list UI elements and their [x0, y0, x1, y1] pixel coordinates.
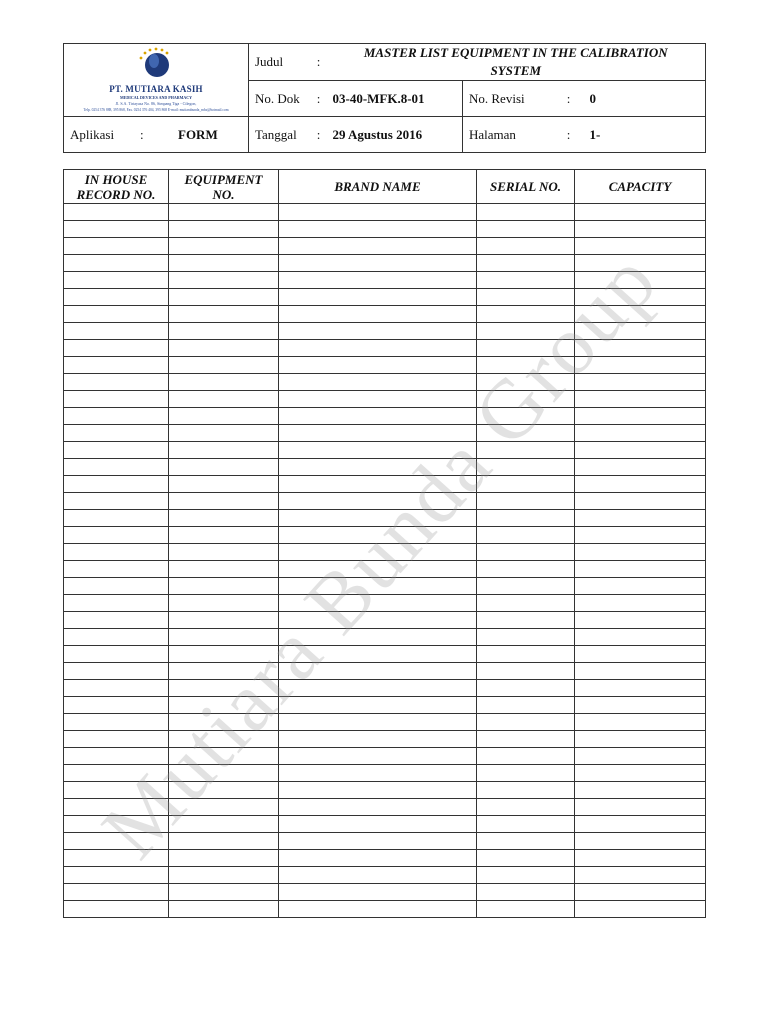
cell-equipment-no[interactable]	[169, 901, 279, 918]
cell-capacity[interactable]	[575, 306, 706, 323]
cell-in-house-record-no[interactable]	[64, 510, 169, 527]
cell-brand-name[interactable]	[279, 901, 477, 918]
table-row	[64, 782, 706, 799]
table-row	[64, 510, 706, 527]
cell-equipment-no[interactable]	[169, 867, 279, 884]
cell-serial-no[interactable]	[477, 799, 575, 816]
cell-serial-no[interactable]	[477, 663, 575, 680]
cell-equipment-no[interactable]	[169, 476, 279, 493]
cell-serial-no[interactable]	[477, 289, 575, 306]
table-row	[64, 799, 706, 816]
cell-serial-no[interactable]	[477, 884, 575, 901]
cell-in-house-record-no[interactable]	[64, 289, 169, 306]
cell-capacity[interactable]	[575, 714, 706, 731]
cell-equipment-no[interactable]	[169, 799, 279, 816]
table-row	[64, 425, 706, 442]
cell-serial-no[interactable]	[477, 833, 575, 850]
title-line-2: SYSTEM	[490, 63, 542, 78]
table-row	[64, 221, 706, 238]
equipment-list-body	[64, 204, 706, 918]
cell-brand-name[interactable]	[279, 697, 477, 714]
cell-serial-no[interactable]	[477, 476, 575, 493]
company-subtitle: MEDICAL DEVICES AND PHARMACY	[119, 95, 193, 100]
no-dok-value: 03-40-MFK.8-01	[327, 81, 463, 117]
no-dok-colon: :	[311, 81, 327, 117]
cell-equipment-no[interactable]	[169, 765, 279, 782]
cell-in-house-record-no[interactable]	[64, 782, 169, 799]
cell-serial-no[interactable]	[477, 306, 575, 323]
halaman-colon: :	[554, 117, 584, 153]
cell-equipment-no[interactable]	[169, 612, 279, 629]
cell-equipment-no[interactable]	[169, 833, 279, 850]
column-header-brand-name: BRAND NAME	[279, 170, 477, 204]
cell-serial-no[interactable]	[477, 374, 575, 391]
cell-in-house-record-no[interactable]	[64, 578, 169, 595]
table-row	[64, 391, 706, 408]
cell-in-house-record-no[interactable]	[64, 493, 169, 510]
cell-equipment-no[interactable]	[169, 714, 279, 731]
cell-equipment-no[interactable]	[169, 255, 279, 272]
cell-brand-name[interactable]	[279, 595, 477, 612]
cell-brand-name[interactable]	[279, 323, 477, 340]
cell-in-house-record-no[interactable]	[64, 748, 169, 765]
table-row	[64, 748, 706, 765]
cell-in-house-record-no[interactable]	[64, 833, 169, 850]
cell-serial-no[interactable]	[477, 408, 575, 425]
cell-equipment-no[interactable]	[169, 663, 279, 680]
cell-equipment-no[interactable]	[169, 425, 279, 442]
cell-equipment-no[interactable]	[169, 391, 279, 408]
cell-serial-no[interactable]	[477, 357, 575, 374]
cell-in-house-record-no[interactable]	[64, 374, 169, 391]
cell-serial-no[interactable]	[477, 578, 575, 595]
cell-brand-name[interactable]	[279, 221, 477, 238]
aplikasi-colon: :	[140, 126, 144, 142]
cell-equipment-no[interactable]	[169, 680, 279, 697]
table-row	[64, 901, 706, 918]
cell-serial-no[interactable]	[477, 204, 575, 221]
cell-brand-name[interactable]	[279, 680, 477, 697]
cell-equipment-no[interactable]	[169, 306, 279, 323]
cell-equipment-no[interactable]	[169, 527, 279, 544]
column-header-capacity: CAPACITY	[575, 170, 706, 204]
aplikasi-value: FORM	[178, 126, 218, 142]
no-revisi-value: 0	[584, 81, 706, 117]
cell-in-house-record-no[interactable]	[64, 816, 169, 833]
cell-equipment-no[interactable]	[169, 748, 279, 765]
watermark-text: Mutiara Bunda Group	[84, 234, 676, 876]
cell-equipment-no[interactable]	[169, 323, 279, 340]
cell-equipment-no[interactable]	[169, 884, 279, 901]
cell-serial-no[interactable]	[477, 221, 575, 238]
tanggal-label: Tanggal	[249, 117, 311, 153]
cell-capacity[interactable]	[575, 901, 706, 918]
halaman-value: 1-	[584, 117, 706, 153]
cell-serial-no[interactable]	[477, 238, 575, 255]
cell-serial-no[interactable]	[477, 697, 575, 714]
cell-in-house-record-no[interactable]	[64, 527, 169, 544]
cell-capacity[interactable]	[575, 442, 706, 459]
table-row	[64, 204, 706, 221]
cell-serial-no[interactable]	[477, 459, 575, 476]
cell-in-house-record-no[interactable]	[64, 442, 169, 459]
cell-capacity[interactable]	[575, 357, 706, 374]
cell-capacity[interactable]	[575, 289, 706, 306]
cell-brand-name[interactable]	[279, 799, 477, 816]
cell-serial-no[interactable]	[477, 629, 575, 646]
column-header-equipment-no: EQUIPMENT NO.	[169, 170, 279, 204]
cell-in-house-record-no[interactable]	[64, 850, 169, 867]
cell-serial-no[interactable]	[477, 765, 575, 782]
judul-label: Judul	[249, 44, 311, 81]
cell-in-house-record-no[interactable]	[64, 306, 169, 323]
cell-capacity[interactable]	[575, 374, 706, 391]
cell-capacity[interactable]	[575, 204, 706, 221]
cell-brand-name[interactable]	[279, 646, 477, 663]
table-row	[64, 884, 706, 901]
cell-capacity[interactable]	[575, 782, 706, 799]
cell-in-house-record-no[interactable]	[64, 340, 169, 357]
cell-brand-name[interactable]	[279, 782, 477, 799]
cell-capacity[interactable]	[575, 612, 706, 629]
table-row	[64, 816, 706, 833]
cell-equipment-no[interactable]	[169, 850, 279, 867]
table-row	[64, 408, 706, 425]
cell-equipment-no[interactable]	[169, 221, 279, 238]
table-row	[64, 323, 706, 340]
table-row	[64, 255, 706, 272]
cell-capacity[interactable]	[575, 221, 706, 238]
cell-brand-name[interactable]	[279, 714, 477, 731]
table-row	[64, 289, 706, 306]
cell-capacity[interactable]	[575, 408, 706, 425]
table-row	[64, 374, 706, 391]
cell-serial-no[interactable]	[477, 323, 575, 340]
cell-equipment-no[interactable]	[169, 782, 279, 799]
cell-brand-name[interactable]	[279, 289, 477, 306]
cell-serial-no[interactable]	[477, 595, 575, 612]
cell-in-house-record-no[interactable]	[64, 629, 169, 646]
cell-capacity[interactable]	[575, 867, 706, 884]
cell-serial-no[interactable]	[477, 442, 575, 459]
cell-capacity[interactable]	[575, 884, 706, 901]
cell-brand-name[interactable]	[279, 255, 477, 272]
cell-capacity[interactable]	[575, 731, 706, 748]
cell-in-house-record-no[interactable]	[64, 595, 169, 612]
cell-capacity[interactable]	[575, 272, 706, 289]
cell-in-house-record-no[interactable]	[64, 663, 169, 680]
cell-in-house-record-no[interactable]	[64, 391, 169, 408]
table-row	[64, 340, 706, 357]
cell-capacity[interactable]	[575, 663, 706, 680]
cell-serial-no[interactable]	[477, 714, 575, 731]
cell-brand-name[interactable]	[279, 493, 477, 510]
table-row	[64, 561, 706, 578]
cell-capacity[interactable]	[575, 816, 706, 833]
cell-brand-name[interactable]	[279, 884, 477, 901]
table-row	[64, 714, 706, 731]
cell-brand-name[interactable]	[279, 629, 477, 646]
cell-in-house-record-no[interactable]	[64, 323, 169, 340]
cell-capacity[interactable]	[575, 527, 706, 544]
cell-capacity[interactable]	[575, 425, 706, 442]
cell-brand-name[interactable]	[279, 765, 477, 782]
table-row	[64, 765, 706, 782]
cell-brand-name[interactable]	[279, 527, 477, 544]
cell-in-house-record-no[interactable]	[64, 765, 169, 782]
table-row	[64, 595, 706, 612]
company-address: Jl. S.A. Tirtayasa No. 86, Simpang Tiga - Cilegon,	[115, 101, 197, 106]
cell-serial-no[interactable]	[477, 272, 575, 289]
table-row	[64, 578, 706, 595]
cell-capacity[interactable]	[575, 340, 706, 357]
aplikasi-cell	[64, 117, 249, 153]
cell-equipment-no[interactable]	[169, 340, 279, 357]
no-revisi-label: No. Revisi	[463, 81, 554, 117]
column-header-serial-no: SERIAL NO.	[477, 170, 575, 204]
cell-serial-no[interactable]	[477, 340, 575, 357]
cell-equipment-no[interactable]	[169, 374, 279, 391]
cell-in-house-record-no[interactable]	[64, 697, 169, 714]
cell-in-house-record-no[interactable]	[64, 612, 169, 629]
cell-in-house-record-no[interactable]	[64, 357, 169, 374]
cell-equipment-no[interactable]	[169, 544, 279, 561]
cell-brand-name[interactable]	[279, 459, 477, 476]
cell-equipment-no[interactable]	[169, 697, 279, 714]
cell-equipment-no[interactable]	[169, 578, 279, 595]
cell-brand-name[interactable]	[279, 442, 477, 459]
cell-brand-name[interactable]	[279, 612, 477, 629]
cell-serial-no[interactable]	[477, 867, 575, 884]
cell-brand-name[interactable]	[279, 748, 477, 765]
cell-capacity[interactable]	[575, 544, 706, 561]
cell-in-house-record-no[interactable]	[64, 272, 169, 289]
cell-brand-name[interactable]	[279, 306, 477, 323]
cell-in-house-record-no[interactable]	[64, 476, 169, 493]
cell-brand-name[interactable]	[279, 833, 477, 850]
table-row	[64, 731, 706, 748]
cell-brand-name[interactable]	[279, 357, 477, 374]
cell-equipment-no[interactable]	[169, 493, 279, 510]
cell-equipment-no[interactable]	[169, 408, 279, 425]
tanggal-value: 29 Agustus 2016	[327, 117, 463, 153]
cell-capacity[interactable]	[575, 323, 706, 340]
cell-capacity[interactable]	[575, 510, 706, 527]
cell-in-house-record-no[interactable]	[64, 238, 169, 255]
table-row	[64, 238, 706, 255]
cell-capacity[interactable]	[575, 561, 706, 578]
cell-serial-no[interactable]	[477, 612, 575, 629]
table-row	[64, 646, 706, 663]
cell-brand-name[interactable]	[279, 204, 477, 221]
cell-serial-no[interactable]	[477, 561, 575, 578]
cell-in-house-record-no[interactable]	[64, 221, 169, 238]
cell-capacity[interactable]	[575, 799, 706, 816]
cell-equipment-no[interactable]	[169, 629, 279, 646]
cell-in-house-record-no[interactable]	[64, 714, 169, 731]
cell-serial-no[interactable]	[477, 680, 575, 697]
cell-capacity[interactable]	[575, 765, 706, 782]
cell-in-house-record-no[interactable]	[64, 901, 169, 918]
document-title	[327, 44, 706, 81]
table-row	[64, 833, 706, 850]
judul-colon: :	[311, 44, 327, 81]
table-row	[64, 850, 706, 867]
table-row	[64, 544, 706, 561]
cell-serial-no[interactable]	[477, 748, 575, 765]
cell-brand-name[interactable]	[279, 391, 477, 408]
cell-capacity[interactable]	[575, 646, 706, 663]
cell-brand-name[interactable]	[279, 578, 477, 595]
title-line-1: MASTER LIST EQUIPMENT IN THE CALIBRATION	[363, 45, 668, 60]
cell-in-house-record-no[interactable]	[64, 459, 169, 476]
cell-serial-no[interactable]	[477, 731, 575, 748]
cell-equipment-no[interactable]	[169, 238, 279, 255]
cell-equipment-no[interactable]	[169, 816, 279, 833]
cell-in-house-record-no[interactable]	[64, 408, 169, 425]
cell-capacity[interactable]	[575, 833, 706, 850]
cell-equipment-no[interactable]	[169, 510, 279, 527]
no-dok-label: No. Dok	[249, 81, 311, 117]
cell-capacity[interactable]	[575, 748, 706, 765]
cell-serial-no[interactable]	[477, 850, 575, 867]
cell-equipment-no[interactable]	[169, 561, 279, 578]
cell-brand-name[interactable]	[279, 408, 477, 425]
table-row	[64, 680, 706, 697]
cell-serial-no[interactable]	[477, 901, 575, 918]
cell-equipment-no[interactable]	[169, 289, 279, 306]
cell-in-house-record-no[interactable]	[64, 731, 169, 748]
table-row	[64, 459, 706, 476]
cell-in-house-record-no[interactable]	[64, 204, 169, 221]
table-row	[64, 612, 706, 629]
table-row	[64, 663, 706, 680]
cell-capacity[interactable]	[575, 493, 706, 510]
tanggal-colon: :	[311, 117, 327, 153]
table-row	[64, 629, 706, 646]
cell-in-house-record-no[interactable]	[64, 799, 169, 816]
cell-in-house-record-no[interactable]	[64, 561, 169, 578]
cell-in-house-record-no[interactable]	[64, 544, 169, 561]
cell-serial-no[interactable]	[477, 510, 575, 527]
cell-capacity[interactable]	[575, 459, 706, 476]
cell-equipment-no[interactable]	[169, 204, 279, 221]
cell-brand-name[interactable]	[279, 510, 477, 527]
cell-serial-no[interactable]	[477, 544, 575, 561]
cell-capacity[interactable]	[575, 697, 706, 714]
company-name: PT. MUTIARA KASIH	[109, 84, 203, 94]
cell-capacity[interactable]	[575, 391, 706, 408]
cell-capacity[interactable]	[575, 578, 706, 595]
table-row	[64, 867, 706, 884]
cell-brand-name[interactable]	[279, 374, 477, 391]
cell-capacity[interactable]	[575, 595, 706, 612]
cell-brand-name[interactable]	[279, 867, 477, 884]
no-revisi-colon: :	[554, 81, 584, 117]
cell-in-house-record-no[interactable]	[64, 646, 169, 663]
table-row	[64, 476, 706, 493]
cell-serial-no[interactable]	[477, 493, 575, 510]
cell-brand-name[interactable]	[279, 544, 477, 561]
company-contact: Telp. 0254 376 888, 395 868, Fax. 0254 376 404, 395 868 E-mail: mutiarabunda_mbs@hotmail.com	[83, 108, 229, 112]
company-logo-block	[64, 44, 249, 117]
aplikasi-label: Aplikasi	[70, 126, 115, 142]
cell-serial-no[interactable]	[477, 646, 575, 663]
cell-in-house-record-no[interactable]	[64, 867, 169, 884]
cell-capacity[interactable]	[575, 680, 706, 697]
cell-brand-name[interactable]	[279, 663, 477, 680]
cell-serial-no[interactable]	[477, 425, 575, 442]
table-row	[64, 493, 706, 510]
table-row	[64, 442, 706, 459]
cell-capacity[interactable]	[575, 629, 706, 646]
cell-in-house-record-no[interactable]	[64, 884, 169, 901]
cell-serial-no[interactable]	[477, 816, 575, 833]
cell-brand-name[interactable]	[279, 238, 477, 255]
cell-brand-name[interactable]	[279, 850, 477, 867]
cell-serial-no[interactable]	[477, 527, 575, 544]
cell-serial-no[interactable]	[477, 782, 575, 799]
cell-in-house-record-no[interactable]	[64, 255, 169, 272]
cell-brand-name[interactable]	[279, 425, 477, 442]
cell-equipment-no[interactable]	[169, 646, 279, 663]
table-row	[64, 272, 706, 289]
cell-capacity[interactable]	[575, 850, 706, 867]
table-row	[64, 306, 706, 323]
cell-brand-name[interactable]	[279, 272, 477, 289]
cell-brand-name[interactable]	[279, 340, 477, 357]
cell-equipment-no[interactable]	[169, 595, 279, 612]
table-row	[64, 527, 706, 544]
cell-serial-no[interactable]	[477, 255, 575, 272]
cell-brand-name[interactable]	[279, 561, 477, 578]
halaman-label: Halaman	[463, 117, 554, 153]
cell-capacity[interactable]	[575, 238, 706, 255]
cell-in-house-record-no[interactable]	[64, 680, 169, 697]
cell-equipment-no[interactable]	[169, 357, 279, 374]
cell-in-house-record-no[interactable]	[64, 425, 169, 442]
cell-equipment-no[interactable]	[169, 459, 279, 476]
cell-brand-name[interactable]	[279, 476, 477, 493]
cell-equipment-no[interactable]	[169, 731, 279, 748]
cell-brand-name[interactable]	[279, 731, 477, 748]
cell-equipment-no[interactable]	[169, 272, 279, 289]
cell-serial-no[interactable]	[477, 391, 575, 408]
column-header-in-house-record-no: IN HOUSE RECORD NO.	[64, 170, 169, 204]
document-header	[63, 43, 706, 153]
equipment-list-table	[63, 169, 706, 918]
cell-equipment-no[interactable]	[169, 442, 279, 459]
cell-capacity[interactable]	[575, 476, 706, 493]
cell-brand-name[interactable]	[279, 816, 477, 833]
table-row	[64, 357, 706, 374]
cell-capacity[interactable]	[575, 255, 706, 272]
table-row	[64, 697, 706, 714]
